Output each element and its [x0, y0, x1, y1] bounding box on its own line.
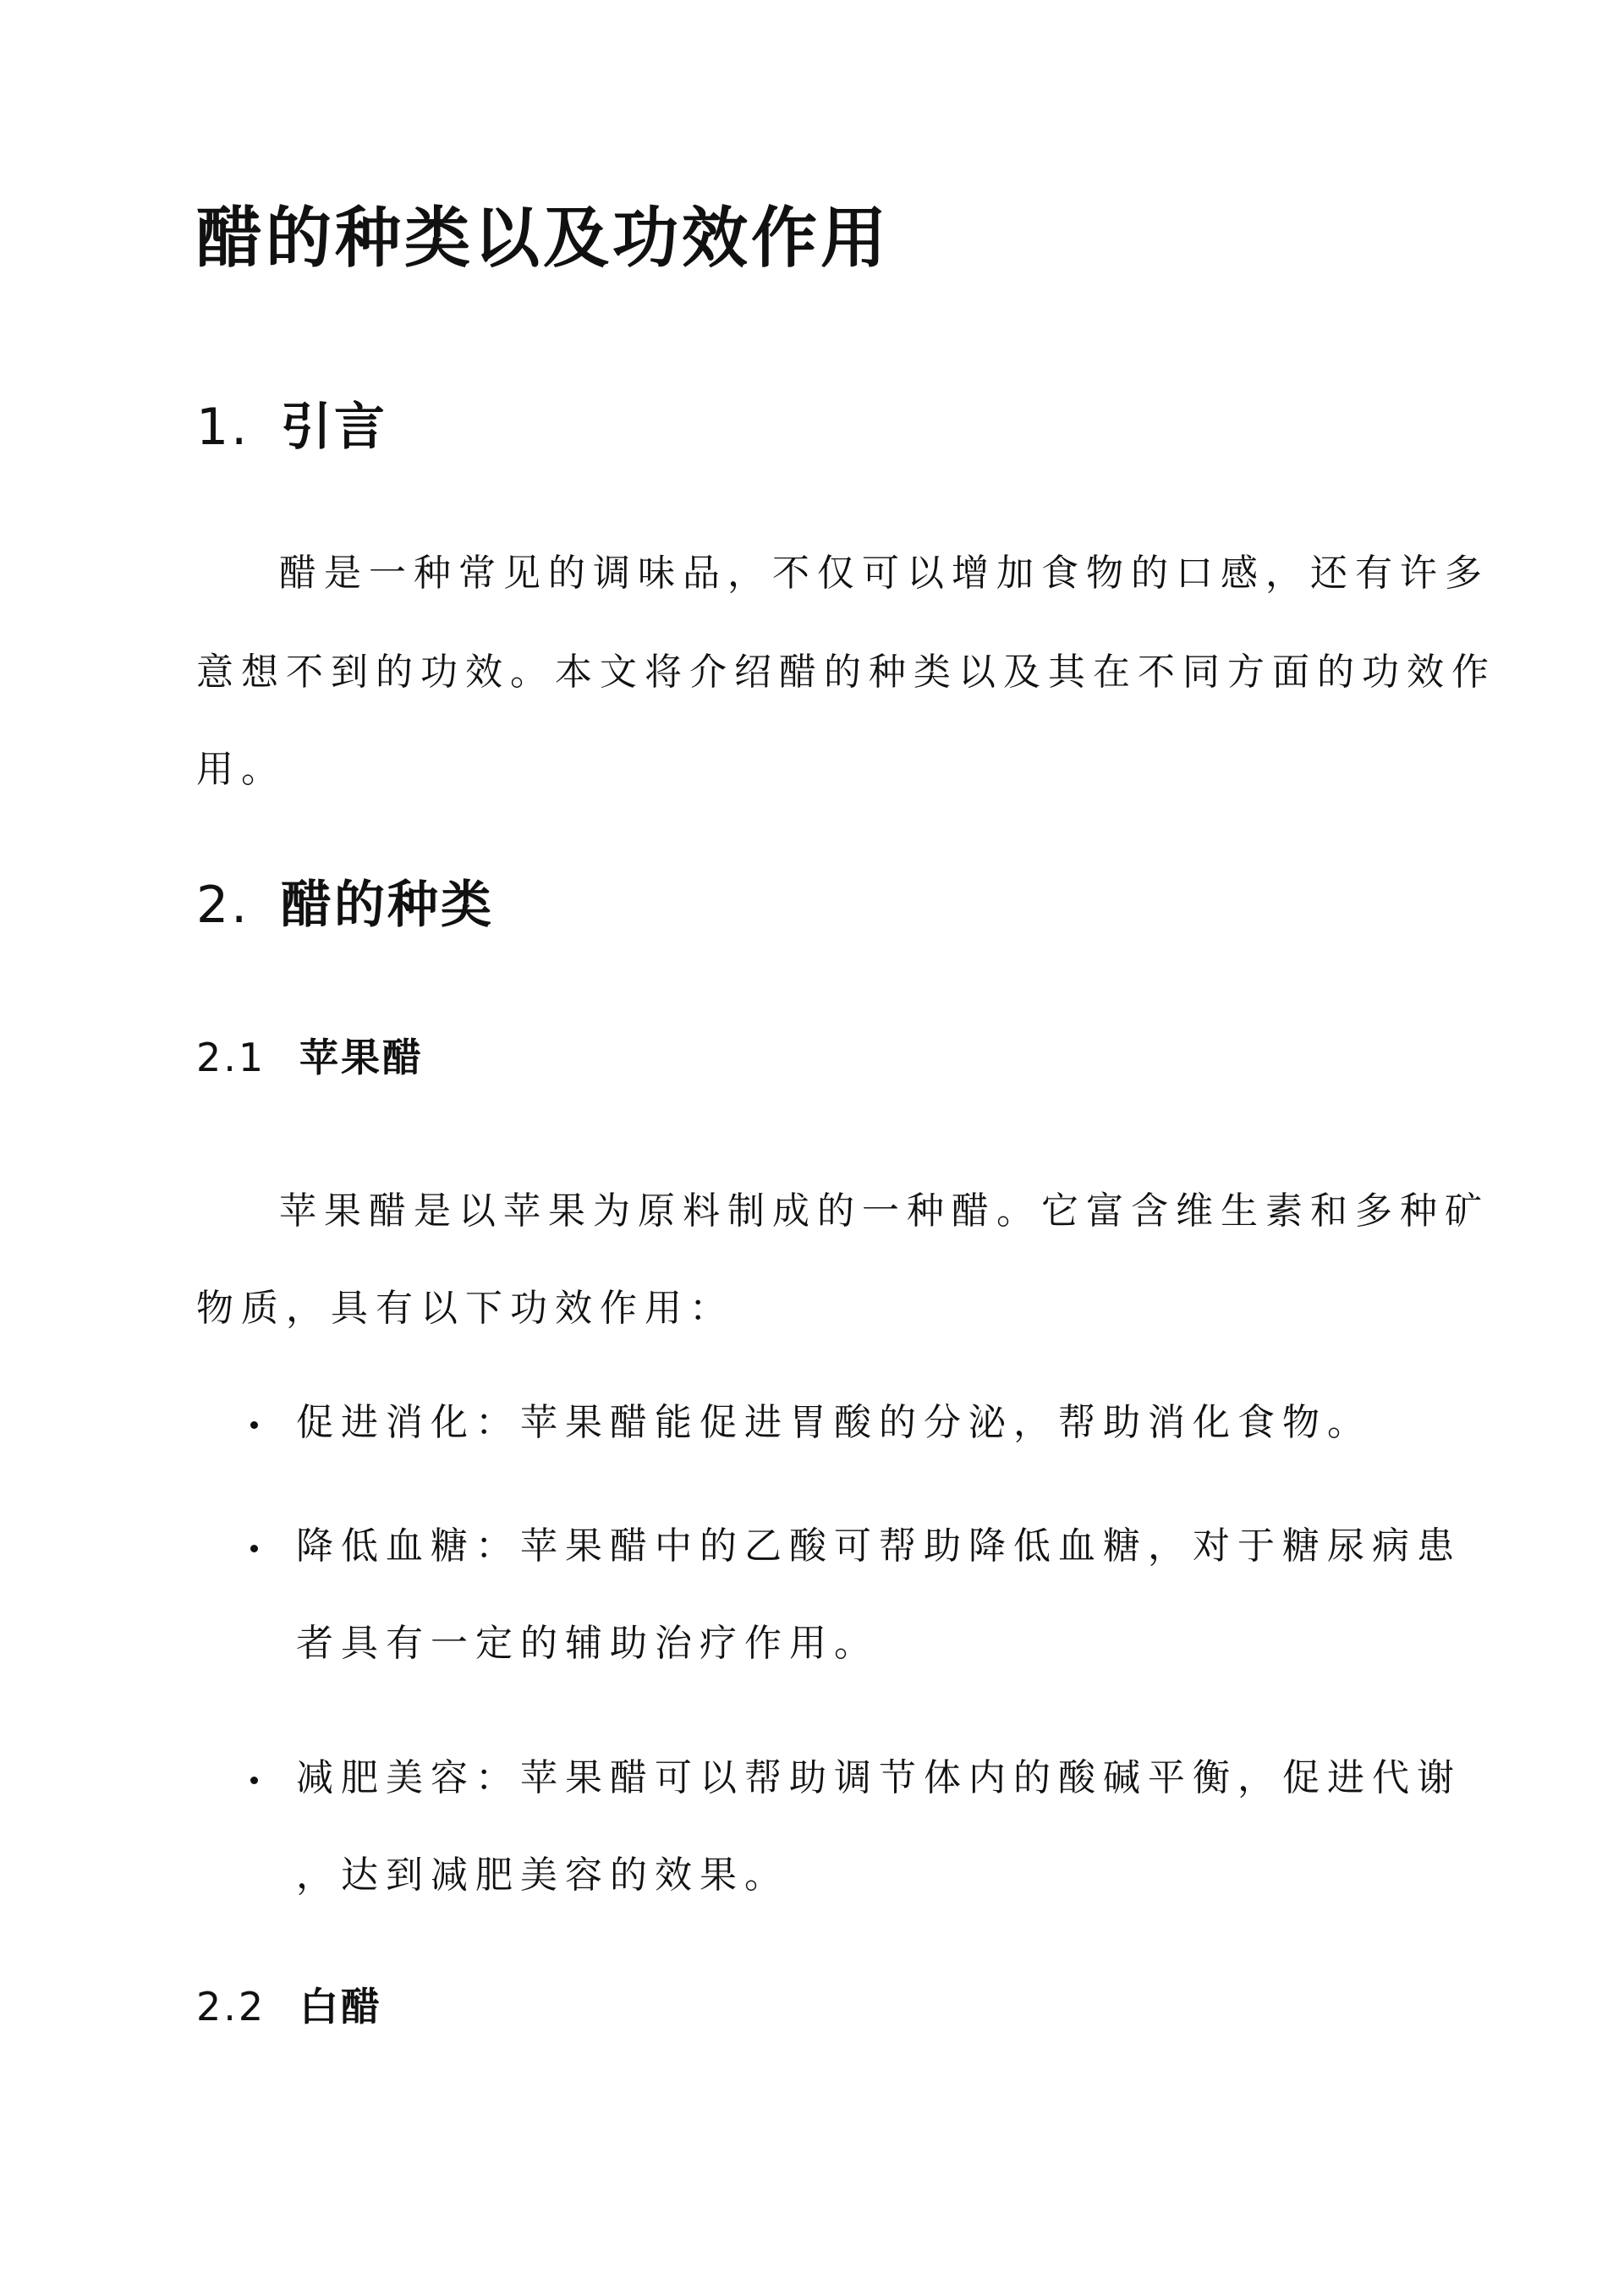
subsection-2-1-number: 2.1	[196, 1035, 266, 1080]
section-2-number: 2.	[196, 876, 250, 935]
section-2-heading	[196, 871, 494, 939]
intro-paragraph-line-3: 用。	[196, 748, 286, 791]
intro-paragraph-line-2: 意想不到的功效。本文将介绍醋的种类以及其在不同方面的功效作	[196, 651, 1496, 694]
document-title: 醋的种类以及功效作用	[196, 200, 891, 277]
bullet-dot	[250, 1545, 258, 1552]
bullet-dot	[250, 1421, 258, 1429]
section-1-title: 引言	[281, 398, 387, 457]
section-1-heading	[196, 393, 387, 461]
section-1-number: 1.	[196, 398, 250, 457]
subsection-2-2-heading	[196, 1980, 382, 2034]
intro-paragraph-line-1: 醋是一种常见的调味品，不仅可以增加食物的口感，还有许多	[279, 552, 1490, 595]
apple-vinegar-paragraph-line-1: 苹果醋是以苹果为原料制成的一种醋。它富含维生素和多种矿	[279, 1189, 1490, 1233]
bullet-1-line-1: 促进消化：苹果醋能促进胃酸的分泌，帮助消化食物。	[296, 1401, 1372, 1444]
bullet-3-line-1: 减肥美容：苹果醋可以帮助调节体内的酸碱平衡，促进代谢	[296, 1756, 1462, 1799]
subsection-2-1-heading	[196, 1030, 424, 1085]
bullet-2-line-1: 降低血糖：苹果醋中的乙酸可帮助降低血糖，对于糖尿病患	[296, 1524, 1462, 1568]
bullet-dot	[250, 1777, 258, 1784]
apple-vinegar-paragraph-line-2: 物质，具有以下功效作用：	[196, 1287, 734, 1330]
section-2-title: 醋的种类	[281, 876, 494, 935]
bullet-3-line-2: ，达到减肥美容的效果。	[296, 1854, 789, 1897]
subsection-2-1-title: 苹果醋	[299, 1035, 424, 1080]
bullet-2-line-2: 者具有一定的辅助治疗作用。	[296, 1622, 879, 1665]
subsection-2-2-number: 2.2	[196, 1984, 266, 2030]
subsection-2-2-title: 白醋	[299, 1984, 382, 2030]
